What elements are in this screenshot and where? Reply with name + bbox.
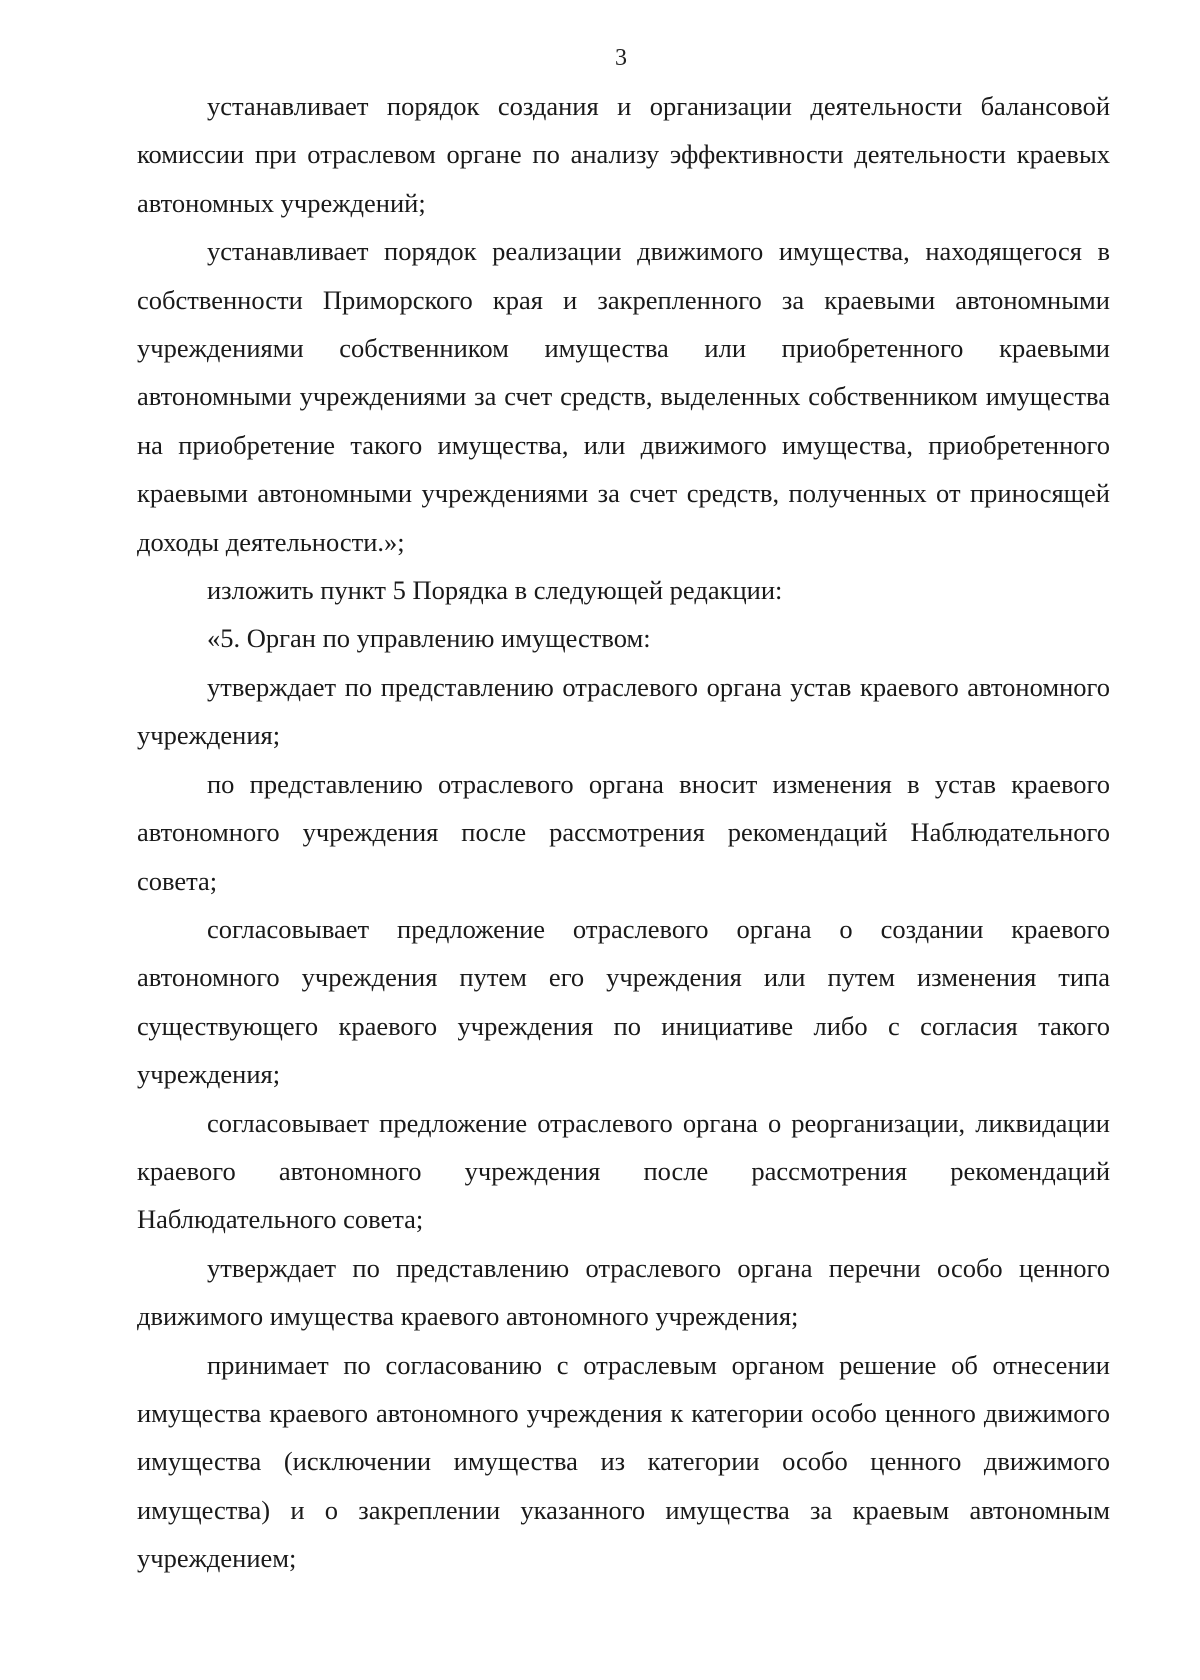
paragraph-amends-charter: по представлению отраслевого органа вносит изменения в устав краевого автономного учреждения после рассмотрения рекомендаций Наблюдательного совета; (137, 768, 1110, 896)
paragraph-agrees-reorganization: согласовывает предложение отраслевого органа о реорганизации, ликвидации краевого автономного учреждения после рассмотрения рекомендаций Наблюдательного совета; (137, 1107, 1110, 1235)
paragraph-agrees-creation: согласовывает предложение отраслевого органа о создании краевого автономного учреждения путем его учреждения или путем изменения типа существующего краевого учреждения по инициативе либо с согласия такого учреждения; (137, 913, 1110, 1090)
paragraph-approves-charter: утверждает по представлению отраслевого органа устав краевого автономного учреждения; (137, 671, 1110, 751)
paragraph-balance-commission: устанавливает порядок создания и организации деятельности балансовой комиссии при отраслевом органе по анализу эффективности деятельности краевых автономных учреждений; (137, 91, 1110, 218)
paragraph-item-5-heading: «5. Орган по управлению имуществом: (207, 623, 651, 654)
paragraph-property-categorization: принимает по согласованию с отраслевым органом решение об отнесении имущества краевого автономного учреждения к категории особо ценного движимого имущества (исключении имущества из категории особо ценного движимого имущества) и о закреплении указанного имущества за краевым автономным учреждением; (137, 1349, 1110, 1574)
paragraph-movable-property-sale: устанавливает порядок реализации движимого имущества, находящегося в собственности Приморского края и закрепленного за краевыми автономными учреждениями собственником имущества или приобретенного краевыми автономными учреждениями за счет средств, выделенных собственником имущества на приобретение такого имущества, или движимого имущества, приобретенного краевыми автономными учреждениями за счет средств, полученных от приносящей доходы деятельности.»; (137, 236, 1110, 557)
page-number: 3 (615, 45, 627, 71)
paragraph-approves-property-lists: утверждает по представлению отраслевого органа перечни особо ценного движимого имущества краевого автономного учреждения; (137, 1252, 1110, 1332)
paragraph-amend-item-5: изложить пункт 5 Порядка в следующей редакции: (207, 575, 783, 606)
document-body (137, 82, 1110, 1583)
